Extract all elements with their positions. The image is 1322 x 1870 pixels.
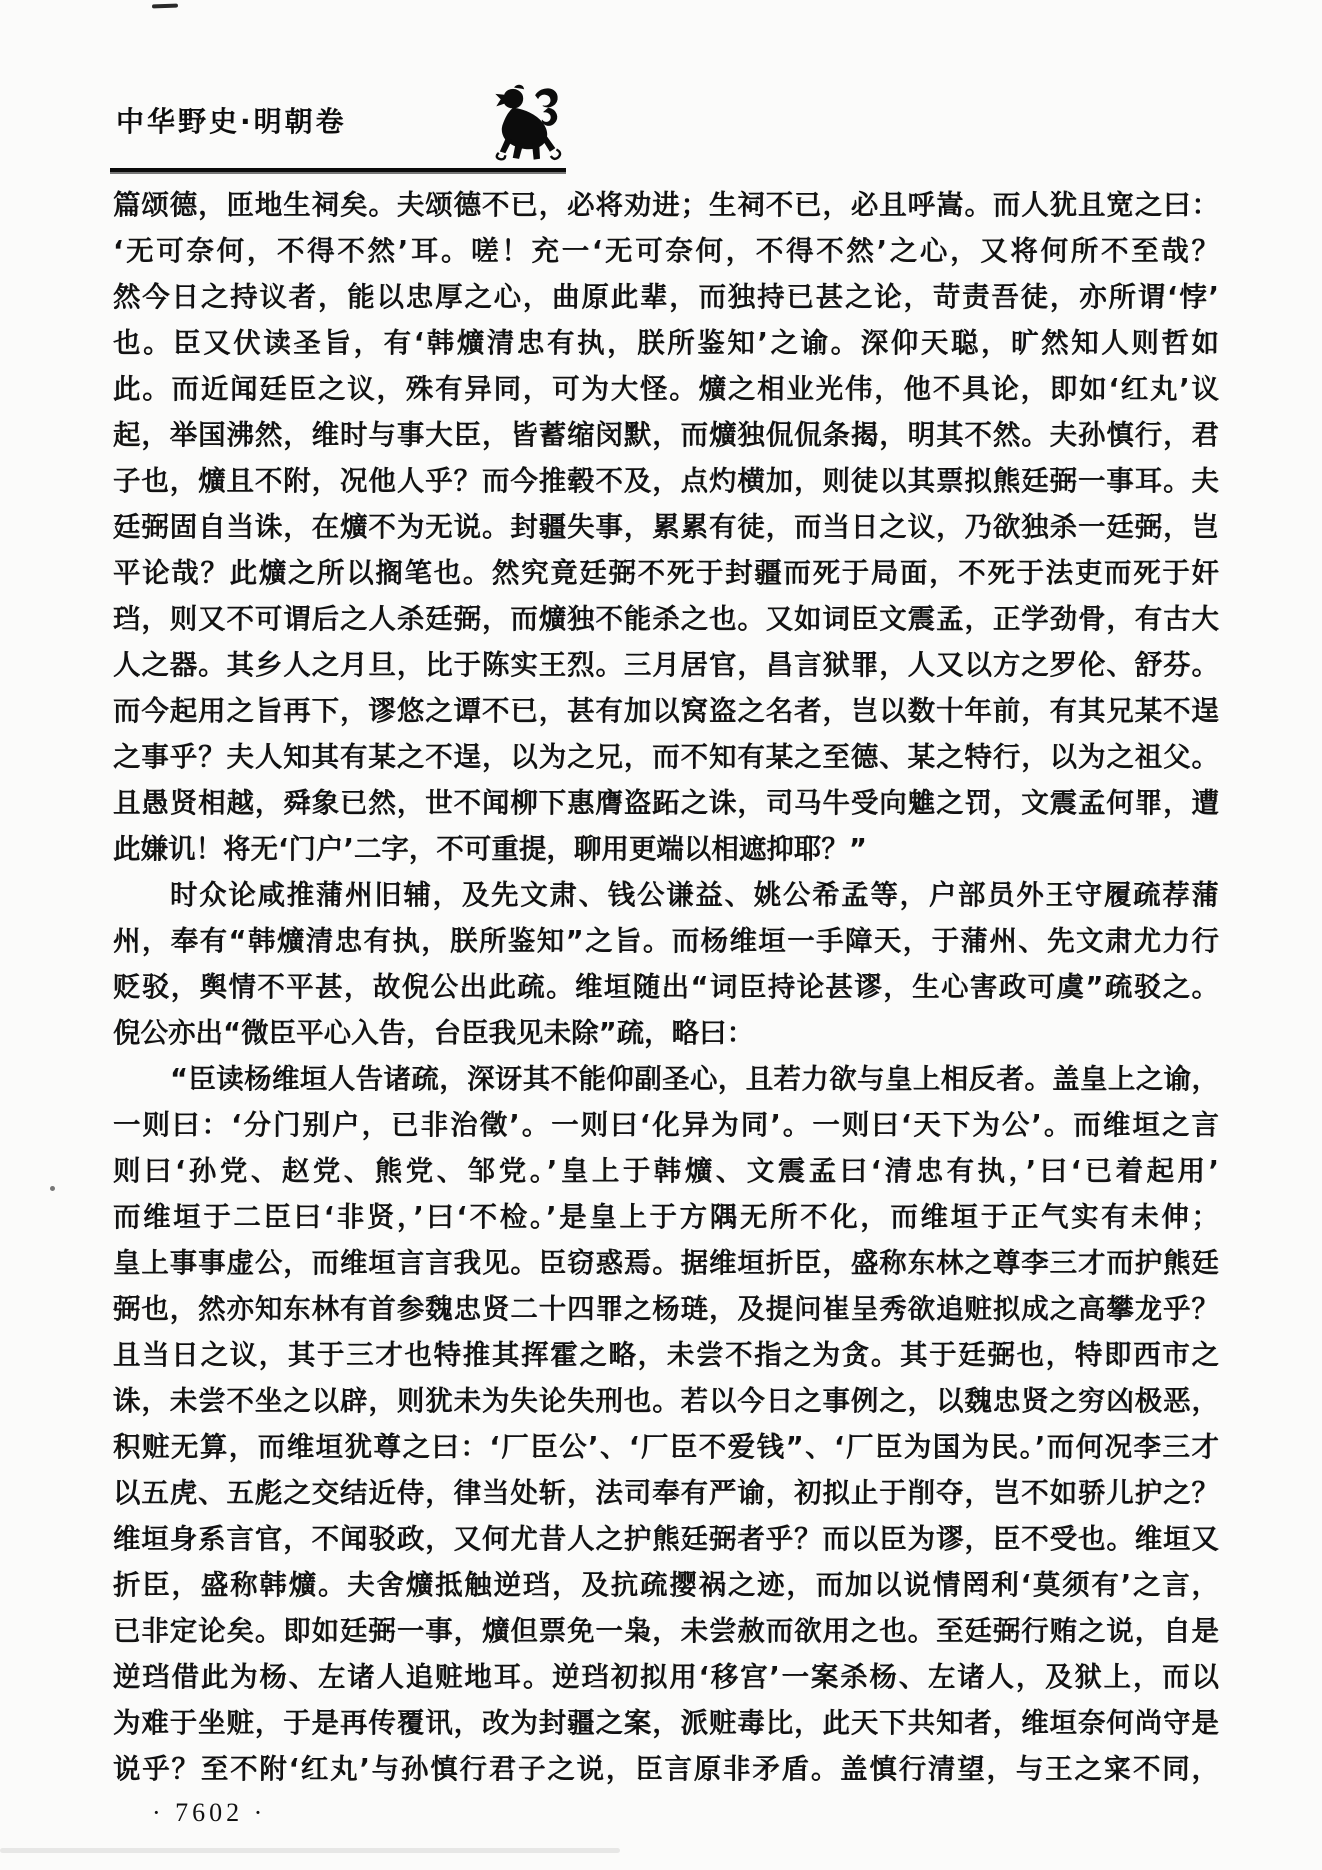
text-line: 以五虎、五彪之交结近侍，律当处斩，法司奉有严谕，初拟止于削夺，岂不如骄儿护之？ bbox=[113, 1477, 1219, 1509]
dragon-ornament-icon bbox=[486, 84, 566, 172]
text-line: 且愚贤相越，舜象已然，世不闻柳下惠膺盗跖之诛，司马牛受向魋之罚，文震孟何罪，遭 bbox=[113, 787, 1219, 819]
text-line: 诛，未尝不坐之以辟，则犹未为失论失刑也。若以今日之事例之，以魏忠贤之穷凶极恶， bbox=[113, 1385, 1219, 1417]
text-line: ‘无可奈何，不得不然’耳。嗟！充一‘无可奈何，不得不然’之心，又将何所不至哉？ bbox=[113, 235, 1219, 267]
text-line: 起，举国沸然，维时与事大臣，皆蓄缩闵默，而爌独侃侃条揭，明其不然。夫孙慎行，君 bbox=[113, 419, 1219, 451]
text-line: 维垣身系言官，不闻驳政，又何尤昔人之护熊廷弼者乎？而以臣为谬，臣不受也。维垣又 bbox=[113, 1523, 1219, 1555]
text-line: 弼也，然亦知东林有首参魏忠贤二十四罪之杨琏，及提问崔呈秀欲追赃拟成之高攀龙乎？ bbox=[113, 1293, 1219, 1325]
text-line: 折臣，盛称韩爌。夫舍爌抵触逆珰，及抗疏撄祸之迹，而加以说情罔利‘莫须有’之言， bbox=[113, 1569, 1219, 1601]
text-line: 已非定论矣。即如廷弼一事，爌但票免一枭，未尝赦而欲用之也。至廷弼行贿之说，自是 bbox=[113, 1615, 1219, 1647]
header-divider-rule bbox=[110, 168, 566, 172]
text-line: 之事乎？夫人知其有某之不逞，以为之兄，而不知有某之至德、某之特行，以为之祖父。 bbox=[113, 741, 1219, 773]
text-line: “臣读杨维垣人告诸疏，深讶其不能仰副圣心，且若力欲与皇上相反者。盖皇上之谕， bbox=[170, 1063, 1219, 1095]
text-line: 积赃无算，而维垣犹尊之曰：‘厂臣公’、‘厂臣不爱钱”、‘厂臣为国为民。’而何况李三才 bbox=[113, 1431, 1219, 1463]
page-footer bbox=[152, 1798, 266, 1828]
text-line: 也。臣又伏读圣旨，有‘韩爌清忠有执，朕所鉴知’之谕。深仰天聪，旷然知人则哲如 bbox=[113, 327, 1219, 359]
text-line: 为难于坐赃，于是再传覆讯，改为封疆之案，派赃毒比，此天下共知者，维垣奈何尚守是 bbox=[113, 1707, 1219, 1739]
text-line: 珰，则又不可谓后之人杀廷弼，而爌独不能杀之也。又如词臣文震孟，正学劲骨，有古大 bbox=[113, 603, 1219, 635]
scan-artifact bbox=[0, 1848, 620, 1853]
text-line: 此嫌讥！将无‘门户’二字，不可重提，聊用更端以相遮抑耶？” bbox=[113, 833, 867, 865]
text-line: 此。而近闻廷臣之议，殊有异同，可为大怪。爌之相业光伟，他不具论，即如‘红丸’议 bbox=[113, 373, 1219, 405]
page-header-title: 中华野史·明朝卷 bbox=[116, 105, 347, 138]
text-line: 倪公亦出“微臣平心入告，台臣我见未除”疏，略曰： bbox=[113, 1017, 755, 1049]
text-line: 人之器。其乡人之月旦，比于陈实王烈。三月居官，昌言狱罪，人又以方之罗伦、舒芬。 bbox=[113, 649, 1219, 681]
text-line: 逆珰借此为杨、左诸人追赃地耳。逆珰初拟用‘移宫’一案杀杨、左诸人，及狱上，而以 bbox=[113, 1661, 1219, 1693]
scan-artifact bbox=[50, 1186, 55, 1191]
body-text bbox=[113, 182, 1219, 1792]
text-line: 子也，爌且不附，况他人乎？而今推毂不及，点灼横加，则徒以其票拟熊廷弼一事耳。夫 bbox=[113, 465, 1219, 497]
text-line: 州，奉有“韩爌清忠有执，朕所鉴知”之旨。而杨维垣一手障天，于蒲州、先文肃尤力行 bbox=[113, 925, 1219, 957]
text-line: 贬驳，舆情不平甚，故倪公出此疏。维垣随出“词臣持论甚谬，生心害政可虞”疏驳之。 bbox=[113, 971, 1219, 1003]
text-line: 篇颂德，匝地生祠矣。夫颂德不已，必将劝进；生祠不已，必且呼嵩。而人犹且宽之曰： bbox=[113, 189, 1219, 221]
text-line: 且当日之议，其于三才也特推其挥霍之略，未尝不指之为贪。其于廷弼也，特即西市之 bbox=[113, 1339, 1219, 1371]
text-line: 平论哉？此爌之所以搁笔也。然究竟廷弼不死于封疆而死于局面，不死于法吏而死于奸 bbox=[113, 557, 1219, 589]
text-line: 然今日之持议者，能以忠厚之心，曲原此辈，而独持已甚之论，苛责吾徒，亦所谓‘悖’ bbox=[113, 281, 1219, 313]
scan-artifact bbox=[152, 4, 178, 9]
text-line: 时众论咸推蒲州旧辅，及先文肃、钱公谦益、姚公希孟等，户部员外王守履疏荐蒲 bbox=[170, 879, 1219, 911]
text-line: 一则曰：‘分门别户，已非治徵’。一则曰‘化异为同’。一则曰‘天下为公’。而维垣之言 bbox=[113, 1109, 1219, 1141]
text-line: 而维垣于二臣曰‘非贤，’曰‘不检。’是皇上于方隅无所不化，而维垣于正气实有未伸； bbox=[113, 1201, 1219, 1233]
text-line: 说乎？至不附‘红丸’与孙慎行君子之说，臣言原非矛盾。盖慎行清望，与王之寀不同， bbox=[113, 1753, 1219, 1785]
text-line: 廷弼固自当诛，在爌不为无说。封疆失事，累累有徒，而当日之议，乃欲独杀一廷弼，岂 bbox=[113, 511, 1219, 543]
text-line: 皇上事事虚公，而维垣言言我见。臣窃惑焉。据维垣折臣，盛称东林之尊李三才而护熊廷 bbox=[113, 1247, 1219, 1279]
text-line: 则曰‘孙党、赵党、熊党、邹党。’皇上于韩爌、文震孟曰‘清忠有执，’曰‘已着起用’ bbox=[113, 1155, 1219, 1187]
text-line: 而今起用之旨再下，谬悠之谭不已，甚有加以窝盗之名者，岂以数十年前，有其兄某不逞 bbox=[113, 695, 1219, 727]
page-number: · 7602 · bbox=[152, 1798, 267, 1827]
